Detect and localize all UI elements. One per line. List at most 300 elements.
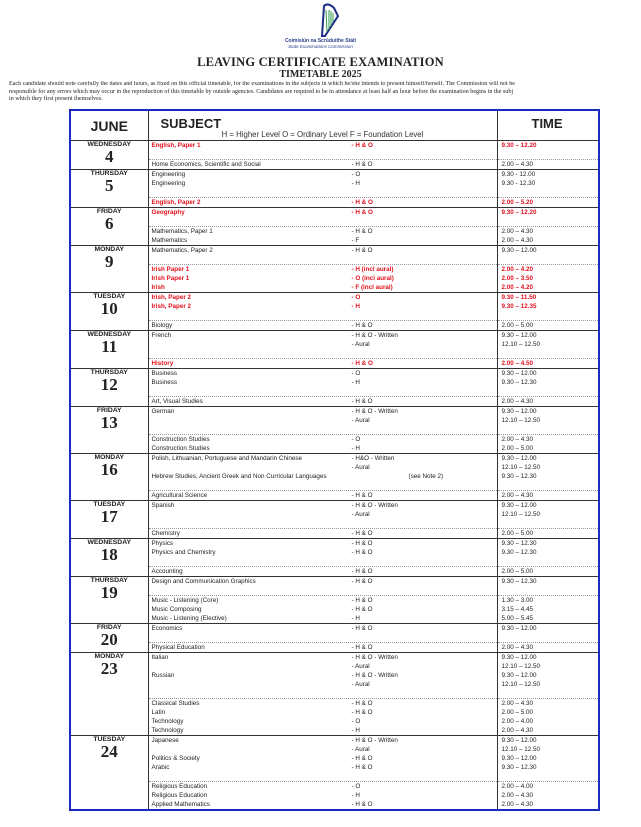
time-cell bbox=[497, 539, 599, 577]
notice-line: responsible for any errors which may occur in the reproduction of this timetable by outside agencies. Candidates are required to be in attendance at least half an hour before the examination begins in the subj bbox=[9, 88, 514, 95]
day-name: FRIDAY bbox=[96, 208, 122, 215]
time-cell bbox=[497, 369, 599, 407]
subject-level: - H & O bbox=[351, 764, 373, 771]
subject-name: Biology bbox=[151, 322, 173, 329]
subject-name: English, Paper 2 bbox=[151, 199, 201, 206]
day-name: MONDAY bbox=[94, 653, 125, 660]
day-cell bbox=[70, 539, 148, 577]
subject-line bbox=[149, 717, 497, 726]
exam-time bbox=[498, 387, 599, 396]
subject-line bbox=[149, 197, 497, 207]
subject-level: - H & O - Written bbox=[351, 502, 398, 509]
subject-name: Irish Paper 1 bbox=[151, 275, 190, 282]
subject-line bbox=[149, 548, 497, 557]
exam-time bbox=[498, 217, 599, 226]
day-cell bbox=[70, 141, 148, 170]
subject-name: Technology bbox=[151, 727, 184, 734]
subject-line bbox=[149, 510, 497, 519]
time-cell bbox=[497, 624, 599, 653]
day-name: WEDNESDAY bbox=[87, 539, 132, 546]
subject-line bbox=[149, 246, 497, 255]
timetable-header-row bbox=[70, 110, 599, 141]
subject-name: Design and Communication Graphics bbox=[151, 578, 256, 585]
day-cell bbox=[70, 369, 148, 407]
day-row bbox=[70, 293, 599, 331]
subject-level: - H & O bbox=[351, 625, 373, 632]
exam-time: 9.30 – 12.30 bbox=[501, 549, 537, 556]
day-name: MONDAY bbox=[94, 246, 125, 253]
day-name: WEDNESDAY bbox=[87, 141, 132, 148]
subject-name: Home Economics, Scientific and Social bbox=[151, 161, 261, 168]
subject-line bbox=[149, 255, 497, 264]
notice-text bbox=[9, 81, 641, 104]
subject-line bbox=[149, 501, 497, 510]
subject-line bbox=[149, 425, 497, 434]
subject-name: Polish, Lithuanian, Portuguese and Mandarin Chinese bbox=[151, 455, 303, 462]
day-date: 10 bbox=[100, 299, 118, 318]
exam-time: 9.30 – 12.00 bbox=[501, 502, 537, 509]
exam-time: 2.00 – 4.30 bbox=[498, 490, 599, 500]
subject-name: Spanish bbox=[151, 502, 175, 509]
subject-level: - H & O bbox=[351, 322, 373, 329]
day-cell bbox=[70, 577, 148, 624]
subject-cell bbox=[148, 539, 497, 577]
subject-line bbox=[149, 208, 497, 217]
month-label: JUNE bbox=[90, 118, 128, 134]
subject-level: - H & O bbox=[351, 644, 373, 651]
day-date: 16 bbox=[100, 460, 118, 479]
exam-time: 2.00 – 4.30 bbox=[501, 727, 534, 734]
notice-line: in which they first present themselves. bbox=[9, 96, 103, 103]
exam-time bbox=[498, 772, 599, 781]
subject-level: - H & O bbox=[351, 755, 373, 762]
exam-time: 9.30 – 12.00 bbox=[501, 755, 537, 762]
day-row bbox=[70, 653, 599, 736]
exam-time: 2.00 – 5.00 bbox=[498, 528, 599, 538]
subject-line bbox=[149, 349, 497, 358]
subject-line bbox=[149, 340, 497, 349]
exam-time: 2.00 – 4.20 bbox=[498, 264, 599, 274]
day-name: TUESDAY bbox=[93, 501, 126, 508]
day-name: THURSDAY bbox=[90, 369, 128, 376]
subject-cell bbox=[148, 736, 497, 811]
exam-time: 2.00 – 4.30 bbox=[498, 226, 599, 236]
day-date: 12 bbox=[100, 375, 118, 394]
subject-cell bbox=[148, 407, 497, 454]
exam-time: 2.00 – 4.30 bbox=[501, 237, 534, 244]
subject-level: - H & O bbox=[351, 247, 373, 254]
subject-line bbox=[149, 557, 497, 566]
subject-level: - H & O bbox=[351, 801, 373, 808]
day-date: 11 bbox=[101, 337, 118, 356]
subject-line bbox=[149, 274, 497, 283]
subject-note: (see Note 2) bbox=[408, 473, 444, 480]
notice-line: Each candidate should note carefully the dates and hours, as fixed on this official timetable, for the examinations in the subjects in which he/she intends to present himself/herself. The Commission will not be bbox=[9, 81, 515, 87]
subject-level: - H & O - Written bbox=[351, 672, 398, 679]
time-cell bbox=[497, 577, 599, 624]
day-row bbox=[70, 736, 599, 811]
subject-cell bbox=[148, 246, 497, 293]
subject-level: - H & O - Written bbox=[351, 654, 398, 661]
subject-level: - H bbox=[351, 615, 360, 622]
subject-level: - H & O bbox=[351, 360, 373, 367]
exam-time: 12.10 – 12.50 bbox=[501, 417, 541, 424]
subject-line bbox=[149, 226, 497, 236]
exam-time bbox=[498, 586, 599, 595]
subject-level: - H & O - Written bbox=[351, 332, 398, 339]
subject-name: Geography bbox=[151, 209, 185, 216]
subject-level: - H & O bbox=[351, 568, 373, 575]
day-cell bbox=[70, 407, 148, 454]
subject-line bbox=[149, 595, 497, 605]
day-row bbox=[70, 577, 599, 624]
org-name-irish: Coimisiún na Scrúduithe Stáit bbox=[284, 38, 357, 44]
subject-line bbox=[149, 481, 497, 490]
exam-time bbox=[498, 311, 599, 320]
subject-line bbox=[149, 311, 497, 320]
time-cell bbox=[497, 208, 599, 246]
subject-line bbox=[149, 586, 497, 595]
subject-line bbox=[149, 320, 497, 330]
subject-name: Music - Listening (Core) bbox=[151, 597, 219, 604]
timetable bbox=[69, 109, 600, 811]
day-date: 17 bbox=[100, 507, 118, 526]
subject-level: - O bbox=[351, 171, 361, 178]
subject-name: Art, Visual Studies bbox=[151, 398, 203, 405]
subject-header bbox=[148, 110, 497, 141]
subject-line bbox=[149, 736, 497, 745]
exam-time: 9.30 – 12.00 bbox=[501, 247, 537, 254]
exam-time bbox=[498, 557, 599, 566]
subject-line bbox=[149, 444, 497, 453]
time-header bbox=[497, 110, 599, 141]
subject-name: Engineering bbox=[151, 171, 186, 178]
subject-name: Engineering bbox=[151, 180, 186, 187]
subject-line bbox=[149, 396, 497, 406]
exam-time: 9.30 – 12.30 bbox=[501, 473, 537, 480]
day-row bbox=[70, 539, 599, 577]
subject-level: - O (incl aural) bbox=[351, 275, 394, 282]
subject-line bbox=[149, 671, 497, 680]
subject-line bbox=[149, 369, 497, 378]
exam-time bbox=[498, 188, 599, 197]
exam-time: 1.30 – 3.00 bbox=[498, 595, 599, 605]
exam-time bbox=[498, 150, 599, 159]
exam-time: 12.10 – 12.50 bbox=[501, 663, 541, 670]
exam-time: 2.00 – 4.30 bbox=[498, 698, 599, 708]
day-row bbox=[70, 331, 599, 369]
day-date: 4 bbox=[105, 147, 114, 166]
exam-time bbox=[498, 255, 599, 264]
exam-time: 9.30 – 12.00 bbox=[501, 672, 537, 679]
subject-level: - O bbox=[351, 783, 361, 790]
day-name: FRIDAY bbox=[96, 407, 122, 414]
exam-time: 2.00 – 5.00 bbox=[498, 566, 599, 576]
subject-line bbox=[149, 358, 497, 368]
subject-line bbox=[149, 463, 497, 472]
subject-line bbox=[149, 302, 497, 311]
subject-name: Mathematics, Paper 2 bbox=[151, 247, 213, 254]
subject-level: - H & O bbox=[351, 540, 373, 547]
subject-cell bbox=[148, 208, 497, 246]
subject-level: - H & O - Written bbox=[351, 737, 398, 744]
day-name: MONDAY bbox=[94, 454, 125, 461]
exam-time: 2.00 – 4.30 bbox=[498, 159, 599, 169]
exam-time: 2.00 – 4.30 bbox=[501, 801, 534, 808]
day-row bbox=[70, 369, 599, 407]
day-date: 18 bbox=[100, 545, 118, 564]
day-row bbox=[70, 208, 599, 246]
exam-time: 5.00 – 5.45 bbox=[501, 615, 534, 622]
subject-name: Construction Studies bbox=[151, 436, 210, 443]
day-name: FRIDAY bbox=[96, 624, 122, 631]
exam-time: 2.00 – 3.50 bbox=[501, 275, 534, 282]
day-date: 24 bbox=[100, 742, 118, 761]
day-row bbox=[70, 246, 599, 293]
exam-time: 9.30 – 12.00 bbox=[501, 625, 537, 632]
day-cell bbox=[70, 246, 148, 293]
subject-line bbox=[149, 614, 497, 623]
subject-cell bbox=[148, 577, 497, 624]
day-cell bbox=[70, 736, 148, 811]
subject-line bbox=[149, 490, 497, 500]
subject-level: - H & O bbox=[351, 709, 373, 716]
day-row bbox=[70, 454, 599, 501]
subject-line bbox=[149, 472, 497, 481]
subject-label: SUBJECT bbox=[160, 116, 222, 131]
exam-time: 9.30 – 11.50 bbox=[501, 294, 537, 301]
subject-line bbox=[149, 708, 497, 717]
day-date: 23 bbox=[100, 659, 118, 678]
subject-level: - Aural bbox=[351, 681, 370, 688]
subject-name: Music - Listening (Elective) bbox=[151, 615, 227, 622]
day-date: 13 bbox=[100, 413, 118, 432]
day-row bbox=[70, 407, 599, 454]
harp-logo-icon bbox=[318, 2, 340, 38]
time-label: TIME bbox=[531, 116, 563, 131]
subject-line bbox=[149, 150, 497, 159]
subject-level: - O bbox=[351, 436, 361, 443]
subject-level: - H & O bbox=[351, 549, 373, 556]
day-date: 5 bbox=[105, 176, 114, 195]
subject-line bbox=[149, 539, 497, 548]
exam-time bbox=[498, 425, 599, 434]
subject-name: Politics & Society bbox=[151, 755, 200, 762]
subject-line bbox=[149, 454, 497, 463]
subject-line bbox=[149, 726, 497, 735]
subject-line bbox=[149, 264, 497, 274]
subject-level: - H & O bbox=[351, 142, 373, 149]
exam-time: 9.30 – 12.00 bbox=[501, 737, 537, 744]
subject-name: Economics bbox=[151, 625, 183, 632]
subject-name: Religious Education bbox=[151, 783, 208, 790]
subject-level: - H & O bbox=[351, 398, 373, 405]
day-name: THURSDAY bbox=[90, 577, 128, 584]
subject-name: Applied Mathematics bbox=[151, 801, 210, 808]
subject-level: - H & O bbox=[351, 492, 373, 499]
time-cell bbox=[497, 454, 599, 501]
day-cell bbox=[70, 293, 148, 331]
subject-line bbox=[149, 331, 497, 340]
exam-time: 2.00 – 4.50 bbox=[498, 358, 599, 368]
subject-level: - F (incl aural) bbox=[351, 284, 393, 291]
exam-time: 9.30 – 12.00 bbox=[501, 654, 537, 661]
org-name-english: State Examinations Commission bbox=[288, 44, 353, 49]
exam-time: 9.30 – 12.30 bbox=[501, 764, 537, 771]
day-date: 19 bbox=[100, 583, 118, 602]
subject-name: Physics bbox=[151, 540, 174, 547]
subject-name: English, Paper 1 bbox=[151, 142, 201, 149]
subject-line bbox=[149, 577, 497, 586]
day-date: 20 bbox=[100, 630, 118, 649]
subject-name: Technology bbox=[151, 718, 184, 725]
timetable-body bbox=[70, 141, 599, 811]
subject-level: - H & O bbox=[351, 228, 373, 235]
subject-name: Religious Education bbox=[151, 792, 208, 799]
subject-line bbox=[149, 188, 497, 197]
subject-name: Irish, Paper 2 bbox=[151, 303, 192, 310]
subject-level: - H bbox=[351, 379, 360, 386]
subject-level: - H&O - Written bbox=[351, 455, 395, 462]
day-cell bbox=[70, 454, 148, 501]
subject-name: Classical Studies bbox=[151, 700, 200, 707]
subject-line bbox=[149, 293, 497, 302]
subject-level: - Aural bbox=[351, 417, 370, 424]
subject-name: Construction Studies bbox=[151, 445, 210, 452]
subject-level: - O bbox=[351, 370, 361, 377]
day-row bbox=[70, 624, 599, 653]
subject-name: Hebrew Studies, Ancient Greek and Non Curricular Languages bbox=[151, 473, 327, 480]
subject-line bbox=[149, 662, 497, 671]
subject-line bbox=[149, 605, 497, 614]
day-row bbox=[70, 170, 599, 208]
subject-line bbox=[149, 698, 497, 708]
page-title: LEAVING CERTIFICATE EXAMINATION bbox=[197, 55, 444, 69]
day-name: THURSDAY bbox=[90, 170, 128, 177]
subject-level: - O bbox=[351, 718, 361, 725]
subject-line bbox=[149, 378, 497, 387]
subject-name: Irish bbox=[151, 284, 165, 291]
exam-time: 9.30 – 12.00 bbox=[501, 408, 537, 415]
time-cell bbox=[497, 141, 599, 170]
subject-level: - H (incl aural) bbox=[351, 266, 394, 273]
subject-line bbox=[149, 159, 497, 169]
day-cell bbox=[70, 331, 148, 369]
exam-time: 9.30 – 12.30 bbox=[501, 540, 537, 547]
subject-level: - H & O bbox=[351, 530, 373, 537]
subject-line bbox=[149, 217, 497, 226]
subject-line bbox=[149, 179, 497, 188]
day-cell bbox=[70, 653, 148, 736]
subject-line bbox=[149, 407, 497, 416]
day-name: TUESDAY bbox=[93, 736, 126, 743]
subject-name: Russian bbox=[151, 672, 175, 679]
subject-name: Italian bbox=[151, 654, 169, 661]
time-cell bbox=[497, 170, 599, 208]
subject-level: - Aural bbox=[351, 464, 370, 471]
subject-line bbox=[149, 624, 497, 633]
subject-line bbox=[149, 141, 497, 150]
subject-cell bbox=[148, 293, 497, 331]
exam-time: 2.00 – 4.30 bbox=[501, 792, 534, 799]
exam-time bbox=[498, 349, 599, 358]
subject-line bbox=[149, 781, 497, 791]
subject-name: Japanese bbox=[151, 737, 179, 744]
subject-line bbox=[149, 416, 497, 425]
exam-time: 9.30 – 12.00 bbox=[501, 370, 537, 377]
exam-time: 9.30 - 12.00 bbox=[501, 171, 536, 178]
day-row bbox=[70, 501, 599, 539]
exam-time: 12.10 – 12.50 bbox=[501, 464, 541, 471]
subject-line bbox=[149, 763, 497, 772]
exam-time: 2.00 – 5.00 bbox=[501, 445, 534, 452]
subject-name: Accounting bbox=[151, 568, 183, 575]
time-cell bbox=[497, 293, 599, 331]
subject-name: Mathematics bbox=[151, 237, 188, 244]
subject-cell bbox=[148, 369, 497, 407]
subject-level: - Aural bbox=[351, 511, 370, 518]
subject-line bbox=[149, 566, 497, 576]
time-cell bbox=[497, 331, 599, 369]
exam-time bbox=[498, 633, 599, 642]
subject-name: Arabic bbox=[151, 764, 170, 771]
subject-cell bbox=[148, 653, 497, 736]
subject-line bbox=[149, 170, 497, 179]
time-cell bbox=[497, 407, 599, 454]
exam-time: 9.30 – 12.00 bbox=[501, 455, 537, 462]
subject-name: German bbox=[151, 408, 175, 415]
exam-time: 9.30 – 12.20 bbox=[501, 209, 537, 216]
day-date: 9 bbox=[105, 252, 114, 271]
exam-time: 2.00 – 4.00 bbox=[498, 781, 599, 791]
day-name: WEDNESDAY bbox=[87, 331, 132, 338]
exam-time: 3.15 – 4.45 bbox=[501, 606, 534, 613]
subject-name: History bbox=[151, 360, 174, 367]
subject-level: - H bbox=[351, 445, 360, 452]
exam-time: 2.00 – 5.00 bbox=[501, 709, 534, 716]
subject-cell bbox=[148, 501, 497, 539]
day-cell bbox=[70, 208, 148, 246]
day-cell bbox=[70, 170, 148, 208]
subject-cell bbox=[148, 170, 497, 208]
exam-time bbox=[498, 689, 599, 698]
subject-name: Business bbox=[151, 370, 178, 377]
subject-line bbox=[149, 633, 497, 642]
time-cell bbox=[497, 501, 599, 539]
subject-line bbox=[149, 680, 497, 689]
exam-time: 2.00 – 5.00 bbox=[498, 320, 599, 330]
level-legend: H = Higher Level O = Ordinary Level F = Foundation Level bbox=[221, 130, 424, 139]
subject-line bbox=[149, 745, 497, 754]
subject-name: Chemistry bbox=[151, 530, 180, 537]
exam-time: 2.00 – 5.20 bbox=[498, 197, 599, 207]
subject-name: Latin bbox=[151, 709, 166, 716]
subject-level: - H & O bbox=[351, 597, 373, 604]
exam-time: 2.00 – 4.30 bbox=[498, 434, 599, 444]
subject-level: - Aural bbox=[351, 341, 370, 348]
exam-time: 12.10 – 12.50 bbox=[501, 746, 541, 753]
subject-line bbox=[149, 754, 497, 763]
subject-name: Irish Paper 1 bbox=[151, 266, 190, 273]
page-subtitle: TIMETABLE 2025 bbox=[279, 69, 362, 80]
subject-level: - F bbox=[351, 237, 360, 244]
exam-time: 9.30 - 12.30 bbox=[501, 180, 536, 187]
subject-level: - H & O bbox=[351, 199, 373, 206]
day-name: TUESDAY bbox=[93, 293, 126, 300]
exam-time: 12.10 – 12.50 bbox=[501, 511, 541, 518]
subject-line bbox=[149, 236, 497, 245]
subject-line bbox=[149, 689, 497, 698]
